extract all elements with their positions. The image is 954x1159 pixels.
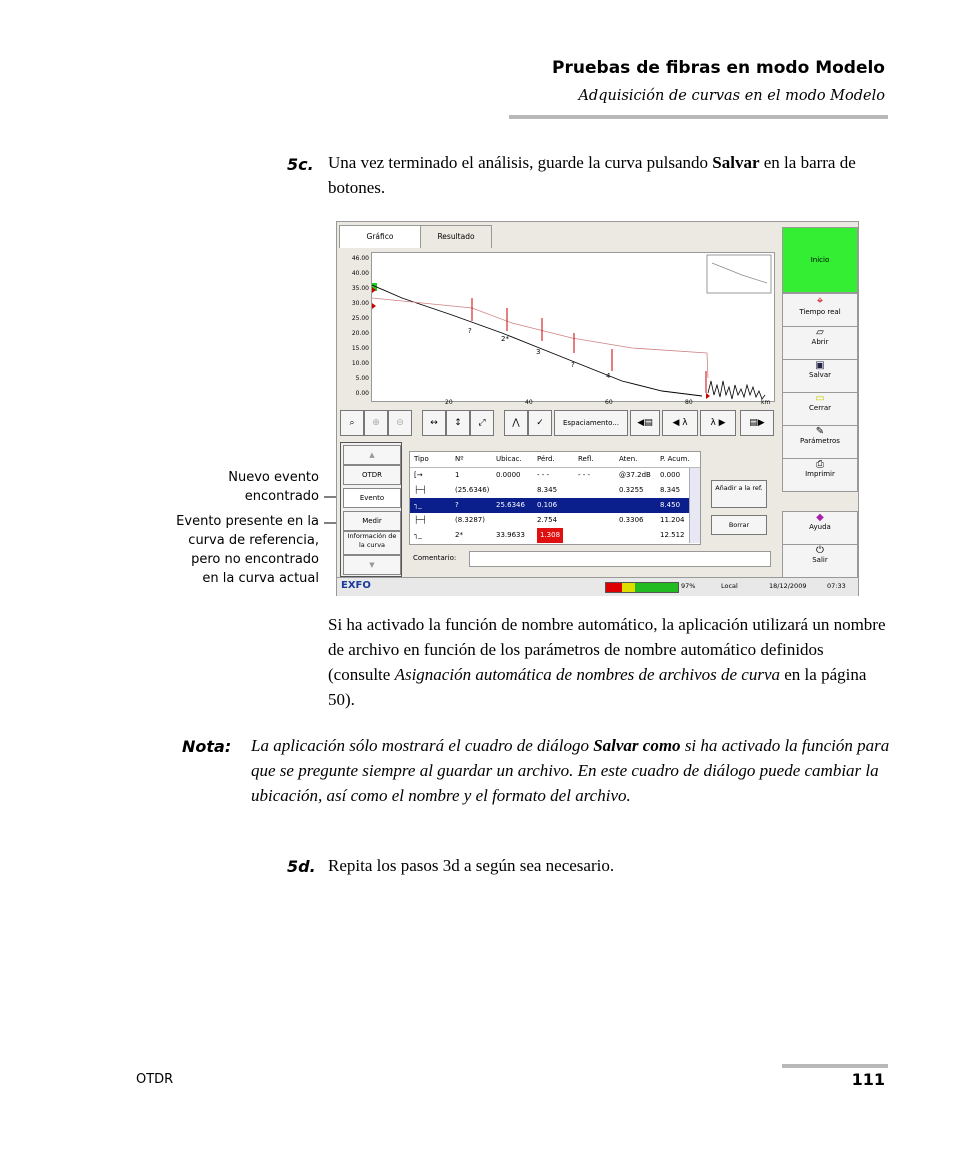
save-disk-icon: ▣ bbox=[815, 360, 825, 371]
status-time: 07:33 bbox=[827, 582, 846, 590]
wavelength-prev-button[interactable]: ◀ λ bbox=[662, 410, 698, 436]
abrir-button[interactable]: ▱ Abrir bbox=[782, 326, 858, 360]
event-zoom-icon[interactable]: ⋀ bbox=[504, 410, 528, 436]
y-tick: 30.00 bbox=[351, 300, 369, 307]
step-5c-number: 5c. bbox=[287, 155, 314, 174]
folder-icon: ▭ bbox=[815, 393, 825, 404]
table-scrollbar[interactable] bbox=[689, 468, 700, 543]
nav-evento[interactable]: Evento bbox=[343, 488, 401, 508]
spacing-button[interactable]: Espaciamento... bbox=[554, 410, 628, 436]
auto-name-paragraph: Si ha activado la función de nombre automático, la aplicación utilizará un nombre de archivo en función de los parámetros de nombre automático definidos (consulte Asignación automática de nombres de archivos de curva en la página 50). bbox=[328, 615, 886, 709]
callout-new-event: Nuevo evento encontrado bbox=[228, 470, 319, 504]
callout-reference-event: Evento presente en la curva de referencia, pero no encontrado en la curva actual bbox=[176, 514, 319, 586]
crosshair-icon: ⌖ bbox=[816, 294, 824, 307]
event-nav bbox=[340, 442, 402, 577]
zoom-fit-icon[interactable]: ⤢ bbox=[470, 410, 494, 436]
chapter-title: Pruebas de fibras en modo Modelo bbox=[552, 58, 885, 78]
x-tick: 20 bbox=[445, 399, 453, 406]
cerrar-button[interactable]: ▭ Cerrar bbox=[782, 392, 858, 426]
mode-label: Local bbox=[721, 582, 738, 590]
trace-next-icon[interactable]: ▤▶ bbox=[740, 410, 774, 436]
trace-plot bbox=[372, 253, 774, 401]
ayuda-button[interactable]: ◆ Ayuda bbox=[782, 511, 858, 545]
delete-button[interactable]: Borrar bbox=[711, 515, 767, 535]
tab-resultado[interactable]: Resultado bbox=[420, 225, 492, 248]
otdr-screenshot bbox=[336, 221, 859, 596]
splice-icon: ┐_ bbox=[414, 531, 422, 539]
table-row[interactable]: ├─┤ (8.3287) 2.754 0.3306 11.204 bbox=[410, 513, 700, 528]
footer-product: OTDR bbox=[136, 1072, 174, 1087]
launch-icon: [→ bbox=[414, 471, 423, 479]
header-rule bbox=[509, 115, 888, 119]
y-tick: 20.00 bbox=[351, 330, 369, 337]
zoom-out-icon[interactable]: ⊖ bbox=[388, 410, 412, 436]
exfo-logo: EXFO bbox=[341, 580, 371, 591]
trace-graph[interactable] bbox=[371, 252, 775, 402]
y-tick: 0.00 bbox=[355, 390, 369, 397]
y-tick: 5.00 bbox=[355, 375, 369, 382]
x-unit: km bbox=[761, 399, 771, 406]
event-label: 2* bbox=[501, 335, 509, 343]
step-5d-text: Repita los pasos 3d a según sea necesario. bbox=[328, 856, 615, 875]
section-icon: ├─┤ bbox=[414, 486, 427, 494]
imprimir-button[interactable]: ⎙ Imprimir bbox=[782, 458, 858, 492]
note-label: Nota: bbox=[182, 737, 232, 756]
inicio-button[interactable]: Inicio bbox=[782, 227, 858, 293]
footer-rule bbox=[782, 1064, 888, 1068]
event-label: ? bbox=[468, 327, 472, 335]
comment-field[interactable] bbox=[469, 551, 771, 567]
section-icon: ├─┤ bbox=[414, 516, 427, 524]
status-date: 18/12/2009 bbox=[769, 582, 807, 590]
table-row[interactable]: [→ 1 0.0000 - - - - - - @37.2dB 0.000 bbox=[410, 468, 700, 483]
x-tick: 40 bbox=[525, 399, 533, 406]
zoom-vertical-icon[interactable]: ↕ bbox=[446, 410, 470, 436]
y-tick: 25.00 bbox=[351, 315, 369, 322]
open-folder-icon: ▱ bbox=[816, 327, 824, 338]
step-5c-text: Una vez terminado el análisis, guarde la curva pulsando Salvar en la barra de botones. bbox=[328, 153, 856, 197]
event-label: 4 bbox=[606, 372, 611, 380]
y-tick: 15.00 bbox=[351, 345, 369, 352]
battery-icon bbox=[605, 582, 679, 593]
salvar-button[interactable]: ▣ Salvar bbox=[782, 359, 858, 393]
y-tick: 10.00 bbox=[351, 360, 369, 367]
add-to-reference-button[interactable]: Añadir a la ref. bbox=[711, 480, 767, 508]
section-subtitle: Adquisición de curvas en el modo Modelo bbox=[578, 88, 885, 104]
tab-grafico[interactable]: Gráfico bbox=[339, 225, 421, 248]
step-5d-number: 5d. bbox=[287, 857, 316, 876]
battery-percent: 97% bbox=[681, 582, 696, 590]
status-bar bbox=[337, 577, 858, 596]
table-header-row: Tipo Nº Ubicac. Pérd. Refl. Aten. P. Acum. bbox=[410, 452, 700, 468]
trace-prev-icon[interactable]: ◀▤ bbox=[630, 410, 660, 436]
zoom-horizontal-icon[interactable]: ↔ bbox=[422, 410, 446, 436]
comment-label: Comentario: bbox=[413, 554, 457, 562]
x-tick: 60 bbox=[605, 399, 613, 406]
nav-up-icon[interactable]: ▲ bbox=[343, 445, 401, 465]
help-book-icon: ◆ bbox=[816, 512, 824, 523]
x-tick: 80 bbox=[685, 399, 693, 406]
zoom-in-icon[interactable]: ⊕ bbox=[364, 410, 388, 436]
printer-icon: ⎙ bbox=[816, 459, 824, 470]
nav-otdr[interactable]: OTDR bbox=[343, 465, 401, 485]
note-text: La aplicación sólo mostrará el cuadro de diálogo Salvar como si ha activado la función para que se pregunte siempre al guardar un archivo. En este cuadro de diálogo puede cambiar la ubicación, así como el nombre y el formato del archivo. bbox=[251, 736, 890, 805]
y-tick: 46.00 bbox=[351, 255, 369, 262]
parametros-button[interactable]: ✎ Parámetros bbox=[782, 425, 858, 459]
tiempo-real-button[interactable]: ⌖ Tiempo real bbox=[782, 293, 858, 327]
events-table[interactable] bbox=[409, 451, 701, 545]
zoom-check-icon[interactable]: ✓ bbox=[528, 410, 552, 436]
nav-info-curva[interactable]: Información de la curva bbox=[343, 531, 401, 555]
splice-icon: ┐_ bbox=[414, 501, 422, 509]
table-row[interactable]: ┐_ 2* 33.9633 1.308 12.512 bbox=[410, 528, 700, 543]
event-label: 3 bbox=[536, 348, 541, 356]
page-number: 111 bbox=[851, 1070, 885, 1089]
main-button-bar bbox=[780, 225, 858, 575]
y-tick: 35.00 bbox=[351, 285, 369, 292]
wavelength-next-button[interactable]: λ ▶ bbox=[700, 410, 736, 436]
salir-button[interactable]: ⏻ Salir bbox=[782, 544, 858, 578]
comment-row bbox=[409, 551, 774, 567]
nav-down-icon[interactable]: ▼ bbox=[343, 555, 401, 575]
graph-toolbar bbox=[340, 410, 774, 436]
power-icon: ⏻ bbox=[816, 545, 824, 556]
table-row-selected[interactable]: ┐_ ? 25.6346 0.106 8.450 bbox=[410, 498, 700, 513]
table-row[interactable]: ├─┤ (25.6346) 8.345 0.3255 8.345 bbox=[410, 483, 700, 498]
zoom-tool-icon[interactable]: ⌕ bbox=[340, 410, 364, 436]
event-label: ? bbox=[571, 361, 575, 369]
settings-edit-icon: ✎ bbox=[815, 426, 825, 437]
y-tick: 40.00 bbox=[351, 270, 369, 277]
nav-medir[interactable]: Medir bbox=[343, 511, 401, 531]
